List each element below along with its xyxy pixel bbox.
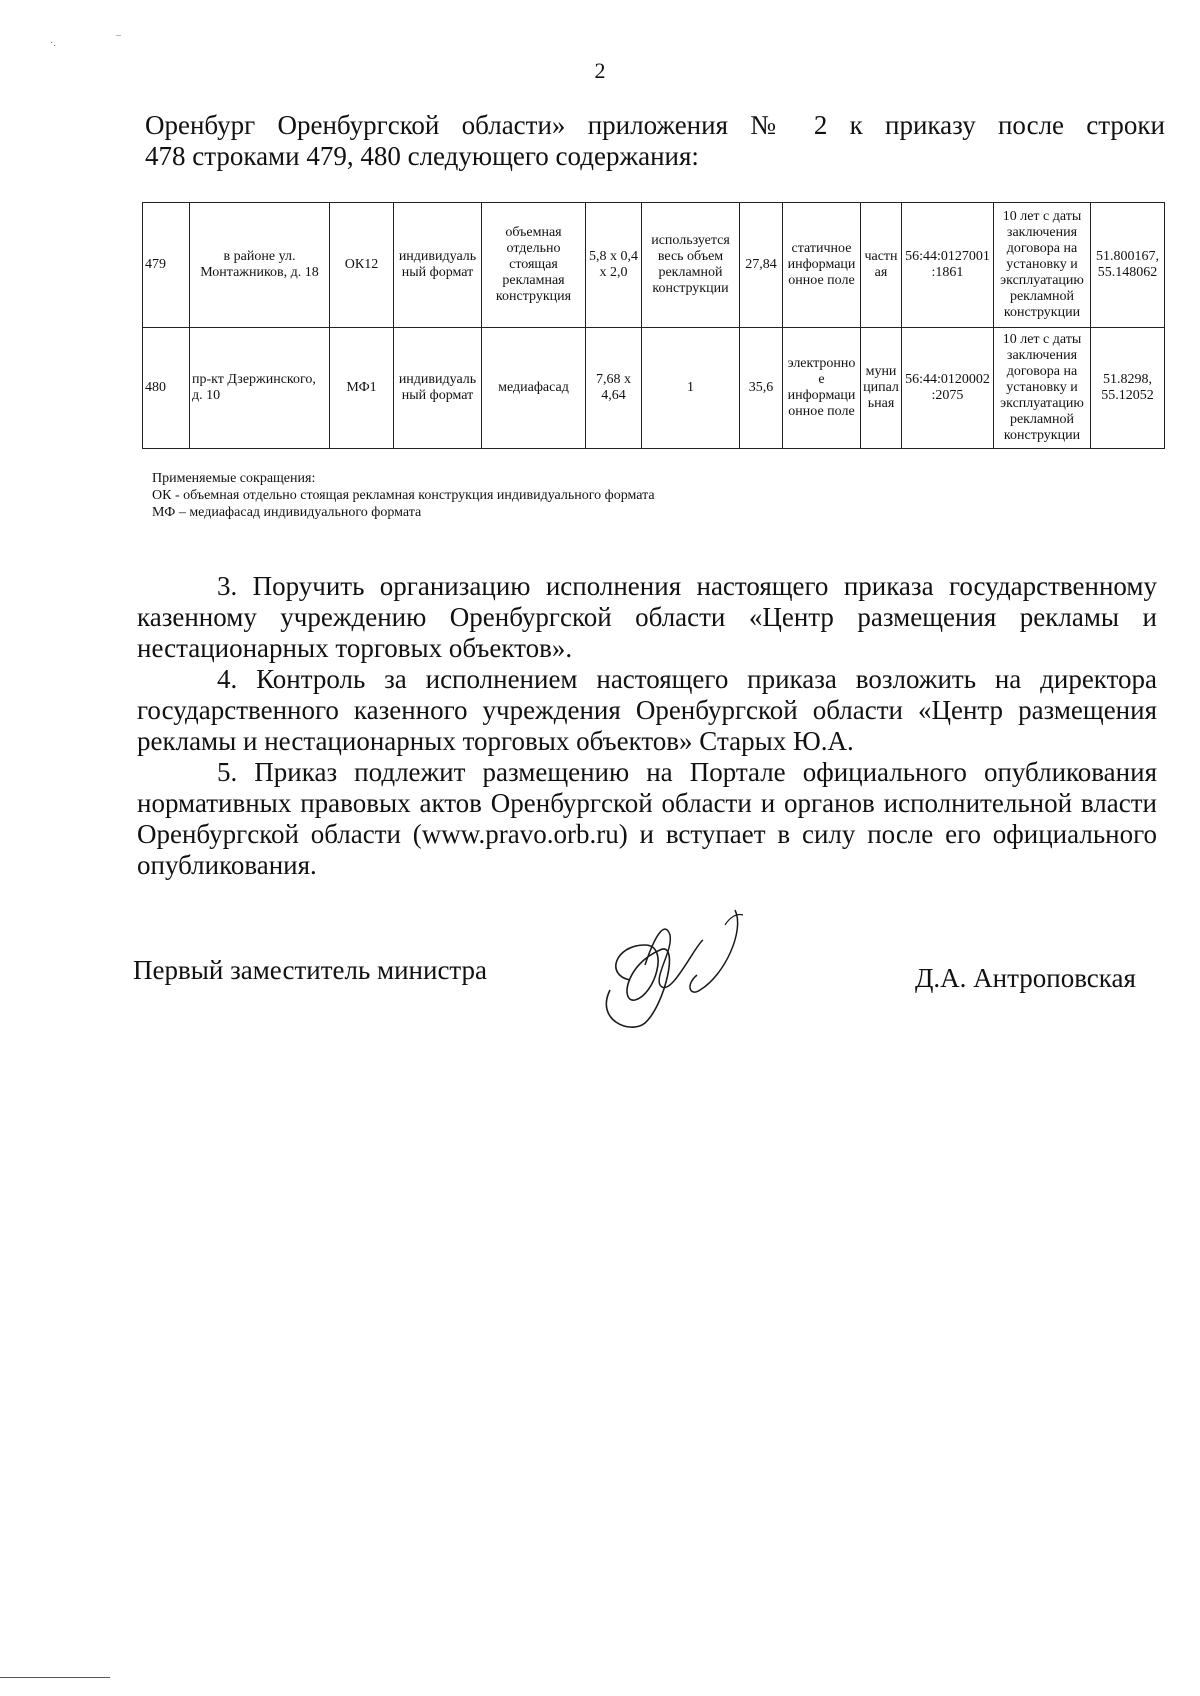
advertising-structures-table bbox=[142, 202, 1165, 449]
cell-sides: 1 bbox=[642, 328, 740, 449]
table-row bbox=[143, 203, 1165, 328]
cell-sides: используется весь объем рекламной конструкции bbox=[642, 203, 740, 328]
intro-line-1: Оренбург Оренбургской области» приложения № 2 к приказу после строки bbox=[145, 110, 1165, 140]
cell-size: 7,68 x 4,64 bbox=[586, 328, 642, 449]
signer-name: Д.А. Антроповская bbox=[915, 963, 1136, 993]
clause-3: 3. Поручить организацию исполнения настоящего приказа государственному казенному учреждению Оренбургской области «Центр размещения рекламы и нестационарных торговых объектов». bbox=[137, 571, 1157, 663]
cell-term: 10 лет с даты заключения договора на установку и эксплуатацию рекламной конструкции bbox=[994, 328, 1091, 449]
footer-divider bbox=[0, 1677, 110, 1678]
cell-field: электронное информационное поле bbox=[783, 328, 861, 449]
abbreviations bbox=[152, 470, 655, 521]
cell-format: индивидуальный формат bbox=[394, 203, 482, 328]
cell-area: 35,6 bbox=[740, 328, 783, 449]
cell-address: пр-кт Дзержинского, д. 10 bbox=[190, 328, 330, 449]
intro-text bbox=[145, 110, 1165, 172]
cell-format: индивидуальный формат bbox=[394, 328, 482, 449]
cell-code: МФ1 bbox=[330, 328, 394, 449]
handwritten-signature bbox=[585, 905, 755, 1035]
cell-term: 10 лет с даты заключения договора на установку и эксплуатацию рекламной конструкции bbox=[994, 203, 1091, 328]
order-clauses bbox=[137, 571, 1157, 881]
clause-5: 5. Приказ подлежит размещению на Портале официального опубликования нормативных правовых актов Оренбургской области и органов исполнительной власти Оренбургской области (www.pravo.orb.ru) и вступает в силу после его официального опубликования. bbox=[137, 757, 1157, 880]
abbreviations-title: Применяемые сокращения: bbox=[152, 471, 316, 486]
page-number: 2 bbox=[594, 58, 606, 83]
cell-area: 27,84 bbox=[740, 203, 783, 328]
clause-4: 4. Контроль за исполнением настоящего приказа возложить на директора государственного казенного учреждения Оренбургской области «Центр размещения рекламы и нестационарных торговых объектов» Старых Ю.А. bbox=[137, 664, 1157, 756]
cell-address: в районе ул. Монтажников, д. 18 bbox=[190, 203, 330, 328]
cell-type: медиафасад bbox=[482, 328, 586, 449]
abbreviation-ok: ОК - объемная отдельно стоящая рекламная конструкция индивидуального формата bbox=[152, 488, 655, 503]
cell-number: 479 bbox=[143, 203, 190, 328]
table-row bbox=[143, 328, 1165, 449]
cell-cadastral: 56:44:0127001:1861 bbox=[902, 203, 994, 328]
scan-speck: – bbox=[116, 30, 121, 41]
cell-coords: 51.800167, 55.148062 bbox=[1091, 203, 1165, 328]
cell-cadastral: 56:44:0120002:2075 bbox=[902, 328, 994, 449]
cell-coords: 51.8298, 55.12052 bbox=[1091, 328, 1165, 449]
cell-number: 480 bbox=[143, 328, 190, 449]
cell-code: ОК12 bbox=[330, 203, 394, 328]
intro-line-2: 478 строками 479, 480 следующего содержания: bbox=[145, 141, 699, 171]
cell-type: объемная отдельно стоящая рекламная конструкция bbox=[482, 203, 586, 328]
abbreviation-mf: МФ – медиафасад индивидуального формата bbox=[152, 505, 422, 520]
signer-position: Первый заместитель министра bbox=[133, 955, 488, 985]
cell-size: 5,8 x 0,4 x 2,0 bbox=[586, 203, 642, 328]
scan-speck: ·. bbox=[50, 38, 56, 49]
cell-ownership: частная bbox=[861, 203, 902, 328]
cell-field: статичное информационное поле bbox=[783, 203, 861, 328]
cell-ownership: муниципальная bbox=[861, 328, 902, 449]
